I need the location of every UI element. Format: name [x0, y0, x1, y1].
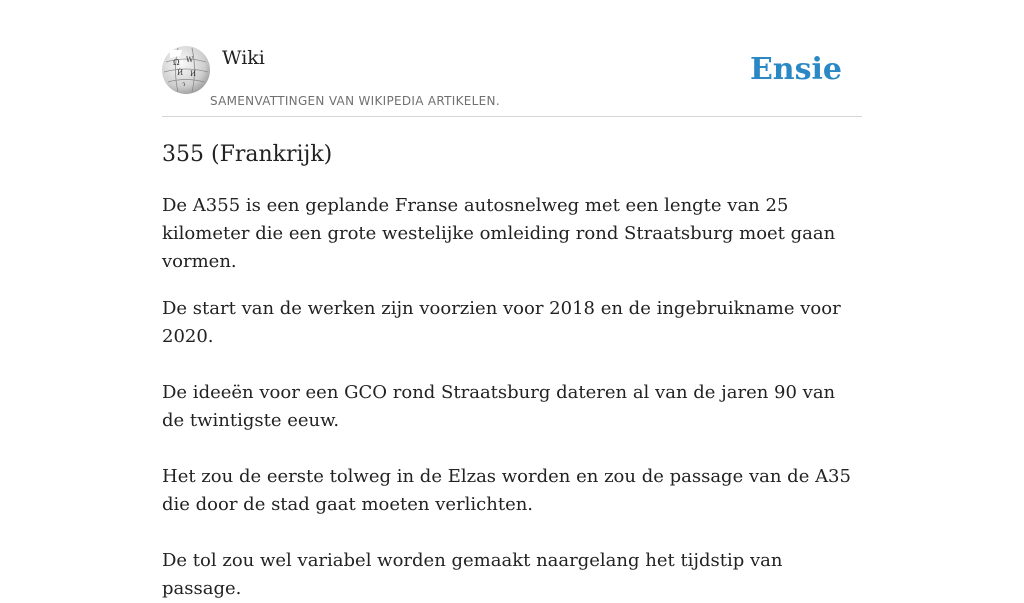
- wikipedia-globe-icon[interactable]: [162, 46, 210, 94]
- svg-text:ว: ว: [182, 81, 186, 88]
- article-paragraph: De start van de werken zijn voorzien voor 2018 en de ingebruikname voor 2020.: [162, 298, 841, 347]
- article-title: 355 (Frankrijk): [162, 142, 333, 167]
- site-tagline: SAMENVATTINGEN VAN WIKIPEDIA ARTIKELEN.: [210, 94, 500, 108]
- svg-text:W: W: [186, 56, 194, 64]
- article-paragraph: Het zou de eerste tolweg in de Elzas worden en zou de passage van de A35 die door de stad gaat moeten verlichten.: [162, 466, 851, 515]
- ensie-brand-link[interactable]: Ensie: [749, 52, 842, 87]
- article-body: [162, 192, 862, 603]
- article-paragraph: De tol zou wel variabel worden gemaakt naargelang het tijdstip van passage.: [162, 550, 783, 599]
- page: [162, 0, 862, 599]
- site-header: [162, 0, 862, 117]
- article-paragraph: De A355 is een geplande Franse autosnelweg met een lengte van 25 kilometer die een grote westelijke omleiding rond Straatsburg moet gaan vormen.: [162, 195, 836, 272]
- svg-text:И: И: [190, 70, 197, 78]
- svg-text:Ѝ: Ѝ: [177, 69, 184, 77]
- article-paragraph: De ideeën voor een GCO rond Straatsburg dateren al van de jaren 90 van de twintigste eeuw.: [162, 382, 836, 431]
- svg-text:Ω: Ω: [173, 58, 180, 67]
- site-name[interactable]: Wiki: [222, 47, 265, 69]
